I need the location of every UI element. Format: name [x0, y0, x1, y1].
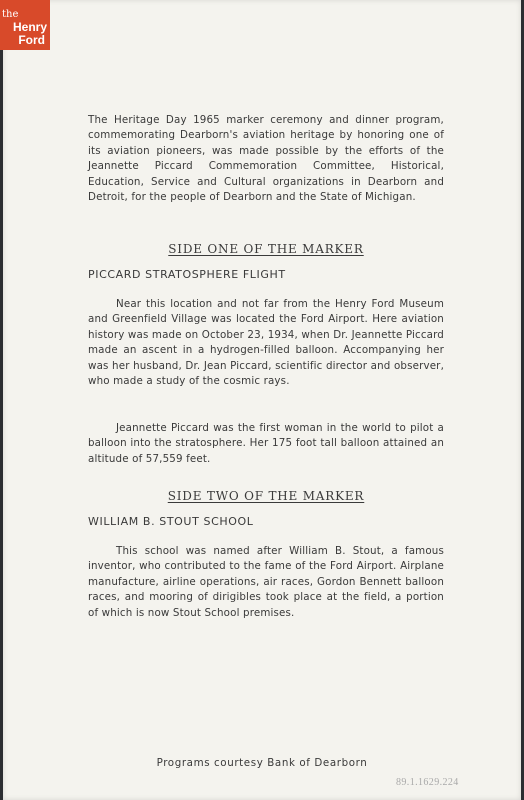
side-two-title: WILLIAM B. STOUT SCHOOL	[88, 515, 254, 528]
logo-text-ford: Ford	[18, 33, 45, 47]
footer-credit: Programs courtesy Bank of Dearborn	[156, 757, 368, 769]
henry-ford-logo	[0, 0, 50, 50]
side-one-paragraph-2: Jeannette Piccard was the first woman in the world to pilot a balloon into the stratosphere. Her 175 foot tall balloon attained an altitude of 57,559 feet.	[88, 422, 444, 465]
logo-text-henry: Henry	[12, 20, 47, 34]
logo-text-the: the	[2, 9, 19, 20]
side-one-heading: SIDE ONE OF THE MARKER	[168, 242, 364, 256]
accession-number: 89.1.1629.224	[396, 777, 459, 788]
side-one-title: PICCARD STRATOSPHERE FLIGHT	[88, 268, 286, 281]
side-one-paragraph-1: Near this location and not far from the Henry Ford Museum and Greenfield Village was located the Ford Airport. Here aviation history was made on October 23, 1934, when Dr. Jeannette Piccard made an ascent in a hydrogen-filled balloon. Accompanying her was her husband, Dr. Jean Piccard, scientific director and observer, who made a study of the cosmic rays.	[88, 298, 444, 388]
side-two-paragraph-1: This school was named after William B. Stout, a famous inventor, who contributed to the fame of the Ford Airport. Airplane manufacture, airline operations, air races, Gordon Bennett balloon races, and mooring of dirigibles took place at the field, a portion of which is now Stout School premises.	[88, 545, 444, 619]
intro-paragraph: The Heritage Day 1965 marker ceremony and dinner program, commemorating Dearborn's aviation heritage by honoring one of its aviation pioneers, was made possible by the efforts of the Jeannette Piccard Commemoration Committee, Historical, Education, Service and Cultural organizations in Dearborn and Detroit, for the people of Dearborn and the State of Michigan.	[88, 114, 444, 204]
side-two-heading: SIDE TWO OF THE MARKER	[167, 489, 365, 503]
